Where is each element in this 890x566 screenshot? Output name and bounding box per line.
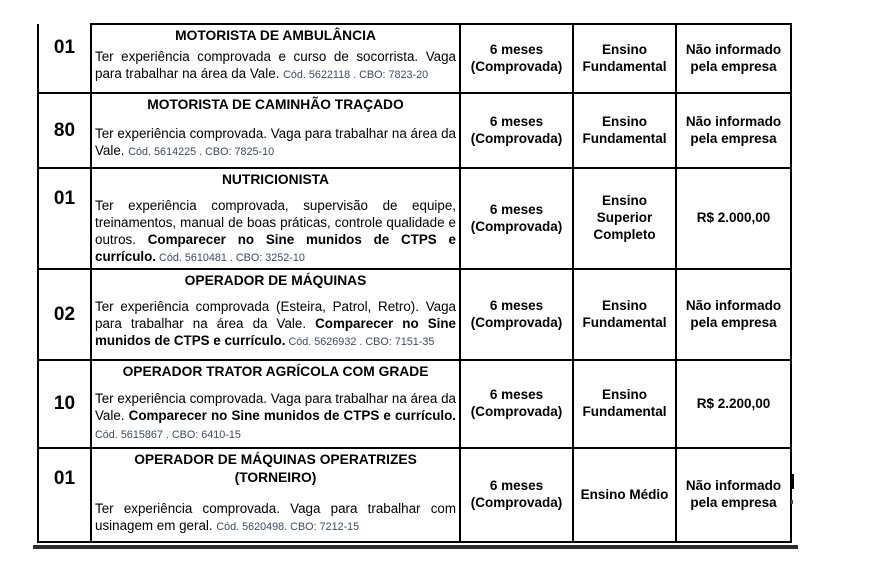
jobs-table-body <box>38 24 791 542</box>
table-row <box>38 93 791 168</box>
vacancy-count: 02 <box>38 269 91 360</box>
job-cell <box>91 24 460 93</box>
experience-cell: 6 meses (Comprovada) <box>460 360 573 448</box>
education-cell: Ensino Médio <box>573 448 676 542</box>
job-cell <box>91 269 460 360</box>
job-title: OPERADOR DE MÁQUINAS OPERATRIZES (TORNEIRO) <box>134 452 417 485</box>
job-title: OPERADOR TRATOR AGRÍCOLA COM GRADE <box>122 364 429 379</box>
description-normal-text: Ter experiência comprovada e curso de socorrista. Vaga para trabalhar na área da Vale. <box>95 48 456 81</box>
vacancy-count: 01 <box>38 24 91 93</box>
education-cell: Ensino Fundamental <box>573 93 676 168</box>
job-description <box>95 390 456 443</box>
jobs-table <box>37 23 792 543</box>
description-code-text: Cód. 5615867 . CBO: 6410-15 <box>95 428 241 441</box>
job-description <box>95 125 456 160</box>
job-cell <box>91 448 460 542</box>
description-code-text: Cód. 5614225 . CBO: 7825-10 <box>128 145 275 158</box>
job-cell <box>91 168 460 269</box>
job-title: NUTRICIONISTA <box>221 172 330 187</box>
salary-cell: Não informado pela empresa <box>676 448 791 542</box>
job-title: MOTORISTA DE CAMINHÃO TRAÇADO <box>147 97 404 112</box>
table-row <box>38 360 791 448</box>
salary-cell: Não informado pela empresa <box>676 93 791 168</box>
salary-cell: R$ 2.200,00 <box>676 360 791 448</box>
description-normal-text: Ter experiência comprovada, supervisão de equipe, treinamentos, manual de boas práticas, controle qualidade e outros. <box>95 197 456 247</box>
job-description <box>95 197 456 266</box>
description-normal-text: Ter experiência comprovada. Vaga para trabalhar com usinagem em geral. <box>95 501 456 534</box>
description-normal-text: Ter experiência comprovada (Esteira, Patrol, Retro). Vaga para trabalhar na área da Vale. <box>95 298 456 331</box>
education-cell: Ensino Fundamental <box>573 24 676 93</box>
job-description <box>95 500 456 535</box>
description-code-text: Cód. 5610481 . CBO: 3252-10 <box>156 252 305 265</box>
job-cell <box>91 360 460 448</box>
experience-cell: 6 meses (Comprovada) <box>460 448 573 542</box>
table-row <box>38 168 791 269</box>
description-code-text: Cód. 5626932 . CBO: 7151-35 <box>285 335 435 348</box>
vacancy-count: 80 <box>38 93 91 168</box>
experience-cell: 6 meses (Comprovada) <box>460 24 573 93</box>
salary-cell: R$ 2.000,00 <box>676 168 791 269</box>
table-row <box>38 269 791 360</box>
experience-cell: 6 meses (Comprovada) <box>460 269 573 360</box>
vacancy-count: 01 <box>38 168 91 269</box>
experience-cell: 6 meses (Comprovada) <box>460 93 573 168</box>
description-normal-text: Ter experiência comprovada. Vaga para trabalhar na área da Vale. <box>95 390 456 423</box>
education-cell: Ensino Superior Completo <box>573 168 676 269</box>
table-row <box>38 24 791 93</box>
job-title: OPERADOR DE MÁQUINAS <box>184 273 367 288</box>
table-row <box>38 448 791 542</box>
description-code-text: Cód. 5622118 . CBO: 7823-20 <box>283 68 429 81</box>
salary-cell: Não informado pela empresa <box>676 24 791 93</box>
next-table-border <box>33 545 798 549</box>
salary-cell: Não informado pela empresa <box>676 269 791 360</box>
job-description <box>95 298 456 350</box>
experience-cell: 6 meses (Comprovada) <box>460 168 573 269</box>
vacancy-count: 10 <box>38 360 91 448</box>
clipped-text-artifact <box>791 474 794 489</box>
job-description <box>95 48 456 83</box>
education-cell: Ensino Fundamental <box>573 360 676 448</box>
education-cell: Ensino Fundamental <box>573 269 676 360</box>
description-bold-text: Comparecer no Sine munidos de CTPS e currículo. <box>95 315 456 348</box>
vacancy-count: 01 <box>38 448 91 542</box>
clipped-text-artifact <box>791 500 793 504</box>
job-title: MOTORISTA DE AMBULÂNCIA <box>175 28 376 43</box>
description-code-text: Cód. 5620498. CBO: 7212-15 <box>216 521 360 534</box>
description-bold-text: Comparecer no Sine munidos de CTPS e currículo. <box>95 231 456 265</box>
description-bold-text: Comparecer no Sine munidos de CTPS e currículo. <box>128 407 456 423</box>
description-normal-text: Ter experiência comprovada. Vaga para trabalhar na área da Vale. <box>95 125 456 158</box>
job-cell <box>91 93 460 168</box>
